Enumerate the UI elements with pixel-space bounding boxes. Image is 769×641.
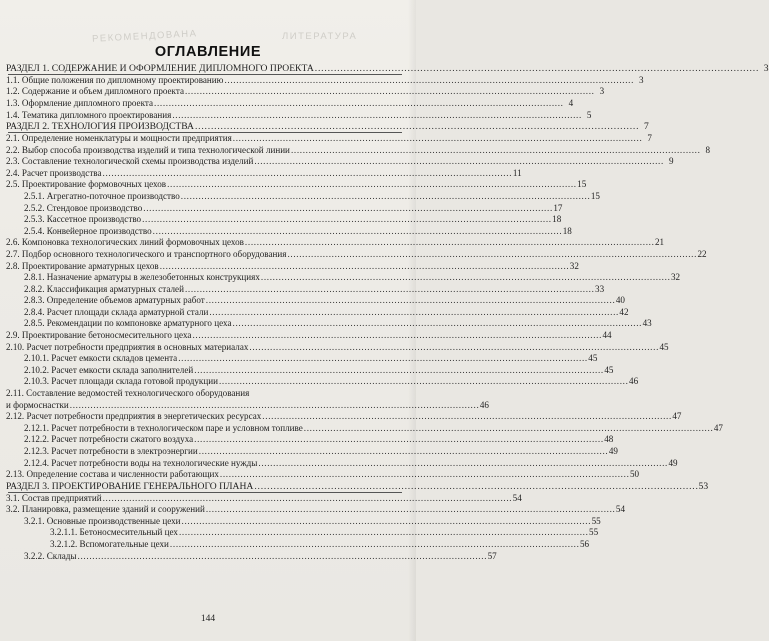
toc-entry-page: 47 xyxy=(672,411,682,422)
toc-entry-page: 7 xyxy=(643,121,649,133)
toc-entry-page: 40 xyxy=(615,295,625,306)
toc-entry-title: 2.12.1. Расчет потребности в технологическом паре и условном топливе xyxy=(24,422,303,433)
toc-entry-title: РАЗДЕЛ 3. ПРОЕКТИРОВАНИЕ ГЕНЕРАЛЬНОГО ПЛАНА xyxy=(6,480,254,492)
toc-entry-title: 2.10.3. Расчет площади склада готовой продукции xyxy=(24,376,218,387)
toc-entry-page: 55 xyxy=(589,527,599,538)
toc-leader-dots xyxy=(181,191,589,203)
toc-entry[interactable] xyxy=(4,538,590,551)
toc-entry-page: 32 xyxy=(670,272,681,283)
toc-entry-page: 45 xyxy=(588,353,598,364)
toc-entry-title: 2.8.2. Классификация арматурных сталей xyxy=(24,283,184,294)
toc-entry[interactable] xyxy=(4,214,562,226)
toc-entry-page: 15 xyxy=(590,190,600,201)
toc-entry[interactable] xyxy=(4,364,614,377)
toc-entry-title: и формоснастки xyxy=(6,399,69,410)
toc-entry[interactable] xyxy=(4,504,626,516)
toc-leader-dots xyxy=(233,133,641,145)
toc-entry-page: 33 xyxy=(595,283,605,294)
toc-entry[interactable] xyxy=(4,225,572,238)
toc-entry-title: 2.10.1. Расчет емкости складов цемента xyxy=(24,353,178,364)
toc-leader-dots xyxy=(224,75,632,87)
toc-entry[interactable] xyxy=(4,527,599,539)
toc-leader-dots xyxy=(103,493,511,505)
toc-leader-dots xyxy=(154,98,562,110)
toc-entry-page: 4 xyxy=(568,97,574,108)
toc-leader-dots xyxy=(192,330,600,342)
toc-entry-page: 7 xyxy=(647,132,652,143)
toc-entry-page: 5 xyxy=(586,109,592,120)
toc-entry[interactable] xyxy=(4,388,402,400)
toc-leader-dots xyxy=(103,168,511,180)
toc-entry-page: 53 xyxy=(698,480,709,492)
toc-entry[interactable] xyxy=(4,422,723,435)
toc-entry-title: 2.5.3. Кассетное производство xyxy=(24,214,142,225)
toc-entry[interactable] xyxy=(4,144,711,157)
toc-entry[interactable] xyxy=(4,457,678,470)
toc-entry-title: РАЗДЕЛ 2. ТЕХНОЛОГИЯ ПРОИЗВОДСТВА xyxy=(6,121,194,133)
toc-entry-page: 42 xyxy=(619,306,629,317)
toc-entry-title: 2.2. Выбор способа производства изделий и типа технологической линии xyxy=(6,144,290,155)
toc-entry-title: 2.5.4. Конвейерное производство xyxy=(24,225,152,236)
toc-entry[interactable] xyxy=(4,434,614,446)
toc-entry-page: 46 xyxy=(629,376,639,387)
toc-entry[interactable] xyxy=(4,86,605,98)
toc-entry-page: 8 xyxy=(705,144,711,155)
toc-entry-page: 46 xyxy=(479,399,489,410)
toc-entry-title: 2.8. Проектирование арматурных цехов xyxy=(6,260,159,271)
toc-leader-dots xyxy=(185,86,593,98)
toc-entry[interactable] xyxy=(4,330,612,342)
toc-entry-title: 2.9. Проектирование бетоносмесительного цеха xyxy=(6,330,192,341)
toc-entry[interactable] xyxy=(4,248,707,261)
page-title: ОГЛАВЛЕНИЕ xyxy=(154,44,262,60)
toc-leader-dots xyxy=(170,539,578,551)
toc-entry[interactable] xyxy=(4,190,600,203)
toc-entry-title: 2.1. Определение номенклатуры и мощности предприятия xyxy=(6,132,232,143)
toc-entry-title: 2.7. Подбор основного технологического и транспортного оборудования xyxy=(6,248,287,259)
toc-leader-dots xyxy=(291,145,699,157)
table-of-contents xyxy=(4,63,769,562)
toc-section-entry[interactable] xyxy=(4,480,709,493)
toc-leader-dots xyxy=(194,434,602,446)
toc-entry-title: 2.8.1. Назначение арматуры в железобетонных конструкциях xyxy=(24,272,260,283)
toc-entry-page: 3 xyxy=(599,86,605,97)
toc-entry[interactable] xyxy=(4,446,618,458)
toc-entry-title: РАЗДЕЛ 1. СОДЕРЖАНИЕ И ОФОРМЛЕНИЕ ДИПЛОМНОГО ПРОЕКТА xyxy=(6,63,314,74)
toc-entry[interactable] xyxy=(4,109,592,122)
toc-entry-page: 49 xyxy=(668,457,678,468)
toc-entry[interactable] xyxy=(4,376,639,388)
toc-entry-title: 2.8.4. Расчет площади склада арматурной стали xyxy=(24,306,209,317)
toc-entry[interactable] xyxy=(4,341,669,354)
toc-entry-title: 2.10.2. Расчет емкости склада заполнителей xyxy=(24,364,194,375)
toc-leader-dots xyxy=(254,481,697,493)
toc-entry-page: 55 xyxy=(591,515,601,526)
toc-entry[interactable] xyxy=(4,179,587,191)
watermark-right: ЛИТЕРАТУРА xyxy=(282,31,358,42)
toc-leader-dots xyxy=(304,423,712,435)
toc-entry[interactable] xyxy=(4,295,625,307)
toc-entry-page: 21 xyxy=(654,237,665,248)
toc-entry-title: 2.4. Расчет производства xyxy=(6,167,102,178)
toc-section-entry[interactable] xyxy=(4,63,769,75)
toc-entry[interactable] xyxy=(4,550,497,563)
toc-leader-dots xyxy=(249,342,657,354)
toc-entry-title: 1.2. Содержание и объем дипломного проекта xyxy=(6,86,184,97)
toc-entry[interactable] xyxy=(4,469,640,481)
toc-entry-page: 9 xyxy=(668,156,674,167)
toc-entry[interactable] xyxy=(4,272,681,284)
toc-entry-page: 32 xyxy=(569,260,579,271)
toc-leader-dots xyxy=(182,516,590,528)
page-edge-shadow xyxy=(408,0,416,641)
toc-leader-dots xyxy=(245,237,653,249)
toc-leader-dots xyxy=(233,318,641,330)
toc-entry-title: 2.12.4. Расчет потребности воды на технологические нужды xyxy=(24,457,258,468)
toc-leader-dots xyxy=(172,110,580,122)
toc-entry-title: 3.2.2. Склады xyxy=(24,550,77,561)
toc-entry-title: 1.1. Общие положения по дипломному проектированию xyxy=(6,74,224,85)
toc-entry[interactable] xyxy=(4,156,674,168)
toc-entry-page: 3 xyxy=(763,63,769,74)
toc-leader-dots xyxy=(258,458,666,470)
toc-entry-title: 2.12.2. Расчет потребности сжатого воздуха xyxy=(24,434,194,445)
toc-entry[interactable] xyxy=(4,202,563,215)
toc-entry-page: 49 xyxy=(608,446,618,456)
toc-leader-dots xyxy=(143,203,551,215)
toc-leader-dots xyxy=(220,469,628,481)
toc-leader-dots xyxy=(315,63,758,75)
toc-leader-dots xyxy=(153,226,561,238)
toc-entry[interactable] xyxy=(4,411,682,423)
toc-entry-page: 18 xyxy=(562,225,572,236)
toc-entry-page: 50 xyxy=(629,469,640,480)
toc-entry[interactable] xyxy=(4,132,652,145)
toc-entry-title: 2.3. Составление технологической схемы производства изделий xyxy=(6,156,254,167)
toc-entry-title: 3.1. Состав предприятий xyxy=(6,492,102,503)
toc-entry-title: 2.8.3. Определение объемов арматурных работ xyxy=(24,295,205,306)
toc-entry-page: 54 xyxy=(512,492,522,503)
toc-entry[interactable] xyxy=(4,74,644,87)
toc-entry-title: 2.13. Определение состава и численности работающих xyxy=(6,469,219,480)
toc-entry-page: 17 xyxy=(553,202,563,213)
toc-leader-dots xyxy=(287,249,695,261)
toc-leader-dots xyxy=(199,446,607,458)
toc-entry[interactable] xyxy=(4,492,522,505)
toc-entry-page: 18 xyxy=(552,214,562,225)
page-number: 144 xyxy=(200,614,216,624)
toc-leader-dots xyxy=(219,376,627,388)
toc-entry-title: 2.5.1. Агрегатно-поточное производство xyxy=(24,190,180,201)
toc-leader-dots xyxy=(261,272,669,284)
toc-leader-dots xyxy=(178,353,586,365)
toc-entry-title: 1.4. Тематика дипломного проектирования xyxy=(6,109,172,120)
toc-entry[interactable] xyxy=(4,515,601,528)
toc-leader-dots xyxy=(160,261,568,273)
toc-entry-title: 2.6. Компоновка технологических линий формовочных цехов xyxy=(6,237,244,248)
toc-entry[interactable] xyxy=(4,167,522,180)
toc-entry[interactable] xyxy=(4,318,652,330)
toc-entry-title: 2.5.2. Стендовое производство xyxy=(24,202,143,213)
toc-leader-dots xyxy=(70,400,478,412)
toc-entry[interactable] xyxy=(4,353,598,365)
toc-entry-page: 45 xyxy=(604,364,614,375)
toc-leader-dots xyxy=(185,284,593,296)
watermark: РЕКОМЕНДОВАНА xyxy=(91,28,198,45)
toc-entry-page: 44 xyxy=(602,330,612,341)
toc-entry-page: 3 xyxy=(639,74,644,85)
toc-entry-page: 54 xyxy=(615,504,626,515)
toc-section-entry[interactable] xyxy=(4,121,649,133)
toc-entry-title: 2.8.5. Рекомендации по компоновке арматурного цеха xyxy=(24,318,232,329)
toc-leader-dots xyxy=(142,214,550,226)
toc-leader-dots xyxy=(254,156,662,168)
toc-entry[interactable] xyxy=(4,283,605,296)
toc-entry-title: 3.2.1.1. Бетоносмесительный цех xyxy=(50,527,178,538)
toc-entry-title: 2.12.3. Расчет потребности в электроэнергии xyxy=(24,446,198,456)
toc-entry[interactable] xyxy=(4,306,629,319)
toc-entry-title: 2.10. Расчет потребности предприятия в основных материалах xyxy=(6,341,249,352)
toc-entry-title: 3.2. Планировка, размещение зданий и сооружений xyxy=(6,504,205,515)
toc-entry-title: 3.2.1. Основные производственные цехи xyxy=(24,515,181,526)
toc-leader-dots xyxy=(78,551,486,563)
toc-leader-dots xyxy=(262,411,670,423)
toc-entry-title: 3.2.1.2. Вспомогательные цехи xyxy=(50,538,169,549)
toc-entry-title: 2.5. Проектирование формовочных цехов xyxy=(6,179,167,190)
toc-leader-dots xyxy=(179,527,587,539)
toc-entry-page: 43 xyxy=(642,318,652,329)
toc-leader-dots xyxy=(194,365,602,377)
toc-entry-title: 2.11. Составление ведомостей технологического оборудования xyxy=(6,388,250,399)
toc-entry-page: 22 xyxy=(697,248,707,259)
toc-entry-page: 47 xyxy=(713,422,723,433)
toc-entry[interactable] xyxy=(4,260,579,273)
toc-entry[interactable] xyxy=(4,237,665,249)
toc-entry-page: 15 xyxy=(577,179,587,190)
toc-entry-title: 2.12. Расчет потребности предприятия в энергетических ресурсах xyxy=(6,411,262,422)
toc-entry-title: 1.3. Оформление дипломного проекта xyxy=(6,97,153,108)
toc-entry-page: 48 xyxy=(604,434,614,445)
toc-leader-dots xyxy=(195,121,638,133)
toc-entry-page: 57 xyxy=(487,550,497,561)
toc-entry-page: 11 xyxy=(512,167,522,178)
toc-leader-dots xyxy=(167,179,575,191)
toc-entry-page: 56 xyxy=(579,538,590,549)
toc-entry-page: 45 xyxy=(659,341,669,352)
toc-entry[interactable] xyxy=(4,97,574,110)
toc-entry[interactable] xyxy=(4,399,489,412)
